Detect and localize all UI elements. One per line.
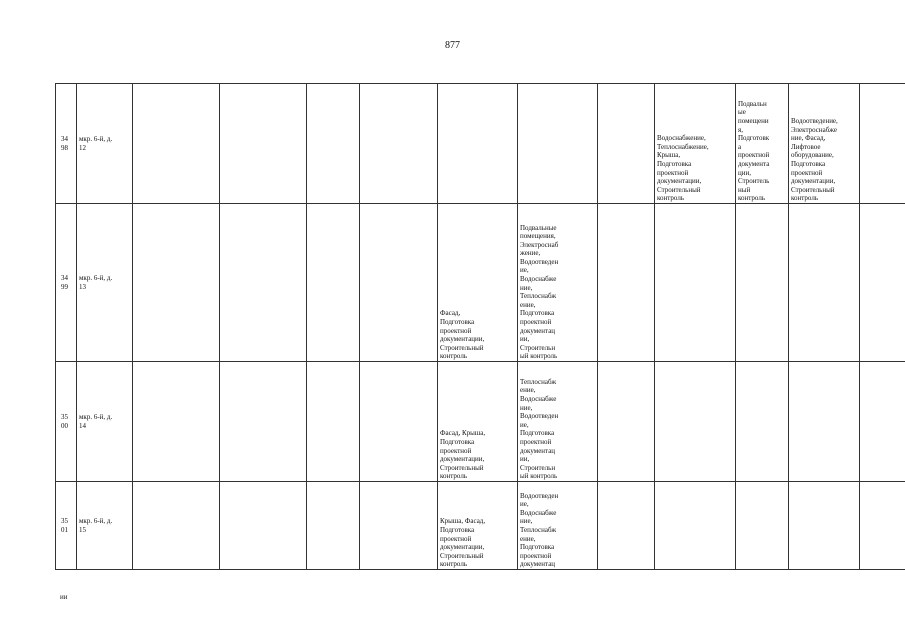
work-types-cell bbox=[789, 204, 860, 362]
work-types-cell: Крыша, Фасад, Подготовка проектной документации, Строительный контроль bbox=[438, 482, 518, 570]
empty-cell bbox=[860, 204, 905, 362]
work-types-cell: Теплоснабж ение, Водоснабже ние, Водоотведен ие, Подготовка проектной документац ии, Строительн ый контроль bbox=[518, 362, 598, 482]
empty-cell bbox=[360, 84, 438, 204]
work-types-cell bbox=[736, 482, 789, 570]
row-number-cell: 34 98 bbox=[56, 84, 77, 204]
work-types-cell bbox=[655, 362, 736, 482]
work-types-cell bbox=[655, 204, 736, 362]
empty-cell bbox=[133, 204, 220, 362]
row-number-cell: 35 01 bbox=[56, 482, 77, 570]
work-schedule-table bbox=[55, 83, 905, 570]
page-number: 877 bbox=[445, 40, 460, 51]
empty-cell bbox=[133, 362, 220, 482]
work-types-cell: Подвальные помещения, Электроснаб жение, Водоотведен ие, Водоснабже ние, Теплоснабж ение, Подготовка проектной документац ии, Строительн ый контроль bbox=[518, 204, 598, 362]
empty-cell bbox=[860, 84, 905, 204]
table-row bbox=[56, 362, 905, 482]
empty-cell bbox=[598, 84, 655, 204]
address-cell: мкр. 6-й, д. 14 bbox=[77, 362, 133, 482]
work-types-cell bbox=[655, 482, 736, 570]
empty-cell bbox=[598, 362, 655, 482]
empty-cell bbox=[307, 482, 360, 570]
empty-cell bbox=[360, 204, 438, 362]
work-types-cell bbox=[789, 482, 860, 570]
empty-cell bbox=[598, 482, 655, 570]
work-types-cell: Водоотведен ие, Водоснабже ние, Теплоснабж ение, Подготовка проектной документац bbox=[518, 482, 598, 570]
continued-text: ии bbox=[60, 593, 68, 601]
work-types-cell bbox=[736, 362, 789, 482]
address-cell: мкр. 6-й, д. 13 bbox=[77, 204, 133, 362]
table-row bbox=[56, 482, 905, 570]
empty-cell bbox=[133, 84, 220, 204]
work-types-cell: Фасад, Подготовка проектной документации, Строительный контроль bbox=[438, 204, 518, 362]
row-number-cell: 35 00 bbox=[56, 362, 77, 482]
work-types-cell bbox=[789, 362, 860, 482]
work-types-cell: Водоотведение, Электроснабже ние, Фасад, Лифтовое оборудование, Подготовка проектной документации, Строительный контроль bbox=[789, 84, 860, 204]
empty-cell bbox=[220, 362, 307, 482]
empty-cell bbox=[220, 204, 307, 362]
empty-cell bbox=[860, 362, 905, 482]
empty-cell bbox=[220, 482, 307, 570]
table-row bbox=[56, 84, 905, 204]
row-number-cell: 34 99 bbox=[56, 204, 77, 362]
empty-cell bbox=[133, 482, 220, 570]
work-types-cell: Фасад, Крыша, Подготовка проектной документации, Строительный контроль bbox=[438, 362, 518, 482]
work-types-cell bbox=[736, 204, 789, 362]
work-types-cell bbox=[518, 84, 598, 204]
empty-cell bbox=[598, 204, 655, 362]
empty-cell bbox=[307, 362, 360, 482]
address-cell: мкр. 6-й, д. 15 bbox=[77, 482, 133, 570]
empty-cell bbox=[360, 362, 438, 482]
address-cell: мкр. 6-й, д. 12 bbox=[77, 84, 133, 204]
empty-cell bbox=[220, 84, 307, 204]
table-row bbox=[56, 204, 905, 362]
empty-cell bbox=[307, 204, 360, 362]
empty-cell bbox=[307, 84, 360, 204]
empty-cell bbox=[860, 482, 905, 570]
empty-cell bbox=[360, 482, 438, 570]
work-types-cell: Водоснабжение, Теплоснабжение, Крыша, Подготовка проектной документации, Строительный контроль bbox=[655, 84, 736, 204]
work-types-cell bbox=[438, 84, 518, 204]
work-types-cell: Подвальн ые помещени я, Подготовк а проектной документа ции, Строитель ный контроль bbox=[736, 84, 789, 204]
